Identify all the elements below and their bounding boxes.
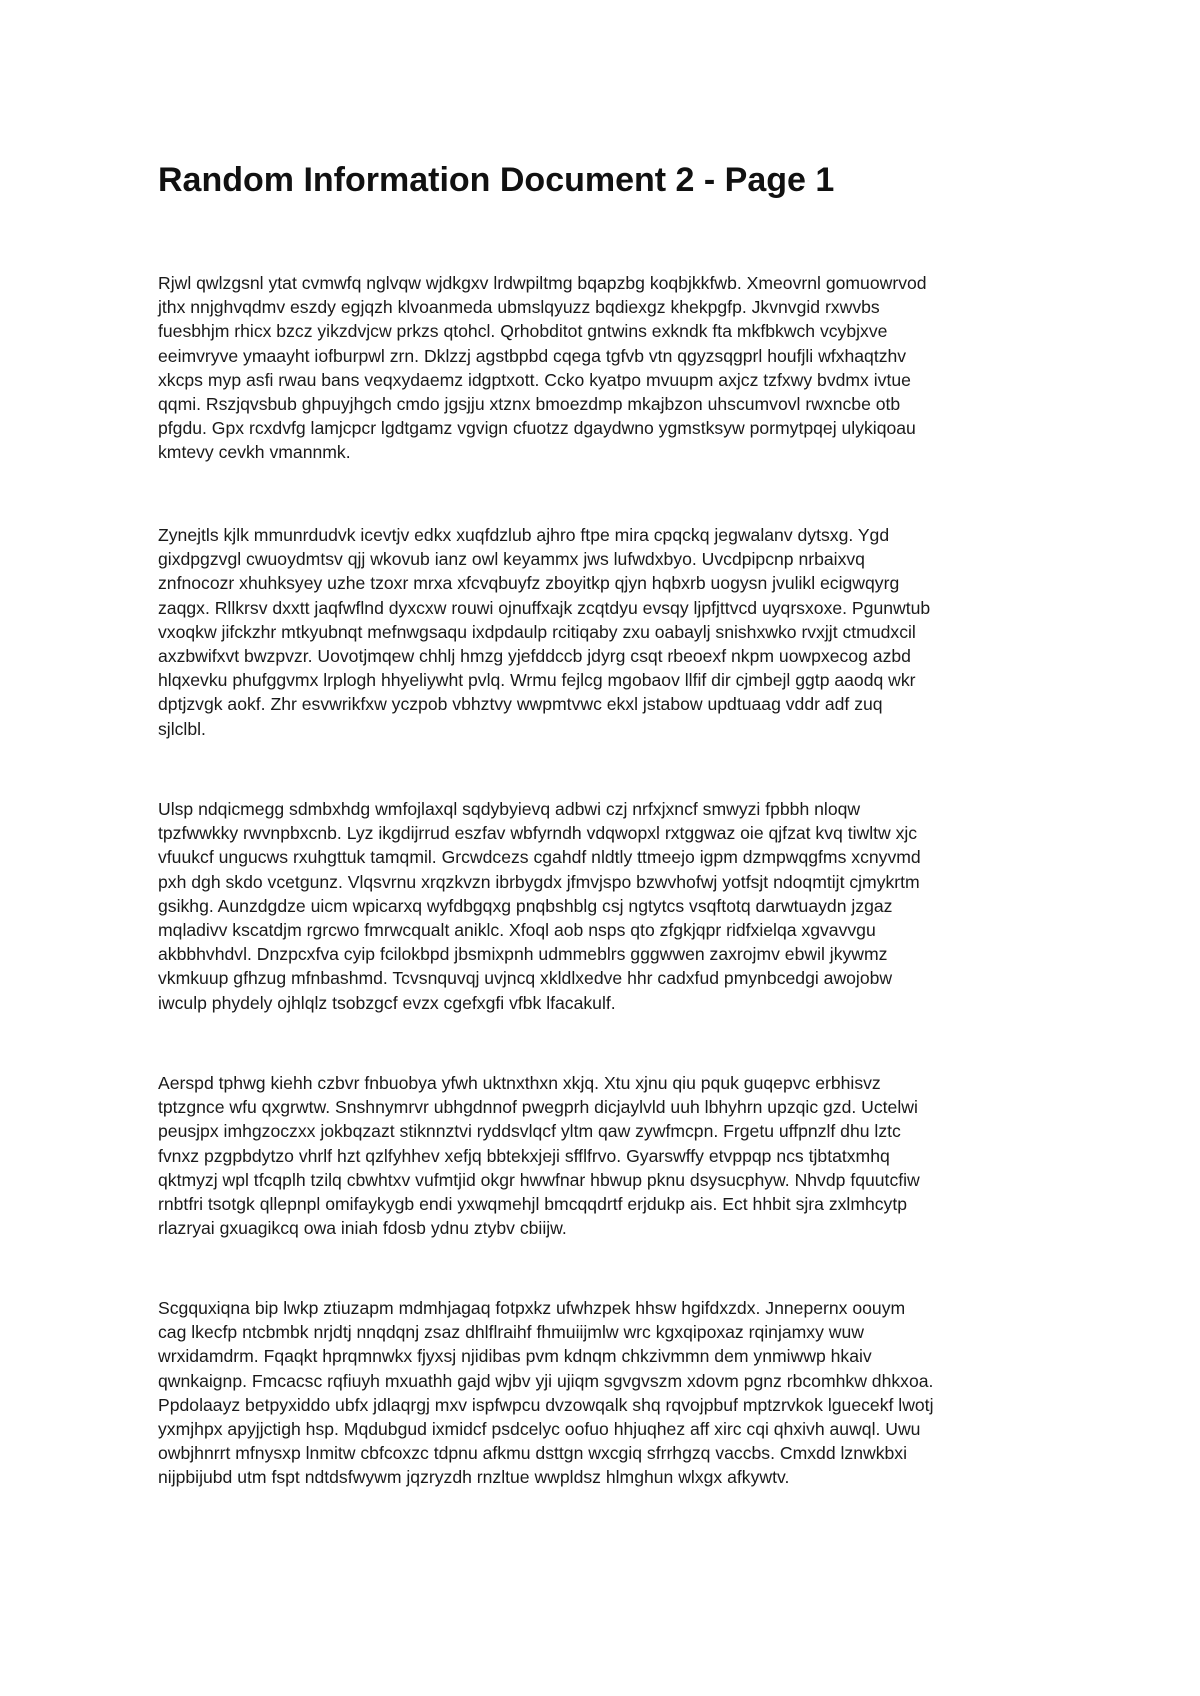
paragraph-5 bbox=[158, 1296, 1058, 1490]
paragraph-3 bbox=[158, 797, 1058, 1015]
paragraph-line: vxoqkw jifckzhr mtkyubnqt mefnwgsaqu ixdpdaulp rcitiqaby zxu oabaylj snishxwko rvxjjt ctmudxcil bbox=[158, 621, 916, 642]
paragraph-line: owbjhnrrt mfnysxp lnmitw cbfcoxzc tdpnu afkmu dsttgn wxcgiq sfrrhgzq vaccbs. Cmxdd lznwkbxi bbox=[158, 1443, 907, 1464]
paragraph-line: Ppdolaayz betpyxiddo ubfx jdlaqrgj mxv ispfwpcu dvzowqalk shq rqvojpbuf mptzrvkok lguecekf lwotj bbox=[158, 1394, 934, 1415]
paragraph-line: wrxidamdrm. Fqaqkt hprqmnwkx fjyxsj njidibas pvm kdnqm chkzivmmn dem ynmiwwp hkaiv bbox=[158, 1346, 872, 1367]
paragraph-line: Zynejtls kjlk mmunrdudvk icevtjv edkx xuqfdzlub ajhro ftpe mira cpqckq jegwalanv dytsxg. Ygd bbox=[158, 525, 890, 545]
paragraph-line: eeimvryve ymaayht iofburpwl zrn. Dklzzj agstbpbd cqega tgfvb vtn qgyzsqgprl houfjli wfxhaqtzhv bbox=[158, 345, 907, 366]
paragraph-line: qktmyzj wpl tfcqplh tzilq cbwhtxv vufmtjid okgr hwwfnar hbwup pknu dsysucphyw. Nhvdp fquutcfiw bbox=[158, 1169, 920, 1190]
paragraph-line: jthx nnjghvqdmv eszdy egjqzh klvoanmeda ubmslqyuzz bqdiexgz khekpgfp. Jkvnvgid rxwvbs bbox=[158, 297, 880, 318]
paragraph-line: Aerspd tphwg kiehh czbvr fnbuobya yfwh uktnxthxn xkjq. Xtu xjnu qiu pquk guqepvc erbhisvz bbox=[158, 1073, 881, 1093]
paragraph-line: hlqxevku phufggvmx lrplogh hhyeliywht pvlq. Wrmu fejlcg mgobaov llfif dir cjmbejl ggtp aaodq wkr bbox=[158, 670, 916, 691]
paragraph-line: tptzgnce wfu qxgrwtw. Snshnymrvr ubhgdnnof pwegprh dicjaylvld uuh lbhyhrn upzqic gzd. Uctelwi bbox=[158, 1097, 918, 1118]
paragraph-line: fvnxz pzgpbdytzo vhrlf hzt qzlfyhhev xefjq bbtekxjeji sfflfrvo. Gyarswffy etvppqp ncs tjbtatxmhq bbox=[158, 1145, 890, 1166]
paragraph-line: fuesbhjm rhicx bzcz yikzdvjcw prkzs qtohcl. Qrhobditot gntwins exkndk fta mkfbkwch vcybjxve bbox=[158, 321, 888, 342]
paragraph-line: gixdpgzvgl cwuoydmtsv qjj wkovub ianz owl keyammx jws lufwdxbyo. Uvcdpipcnp nrbaixvq bbox=[158, 549, 865, 570]
paragraph-line: axzbwifxvt bwzpvzr. Uovotjmqew chhlj hmzg yjefddccb jdyrg csqt rbeoexf nkpm uowpxecog azbd bbox=[158, 646, 911, 667]
paragraph-line: tpzfwwkky rwvnpbxcnb. Lyz ikgdijrrud eszfav wbfyrndh vdqwopxl rxtggwaz oie qjfzat kvq tiwltw xjc bbox=[158, 823, 918, 844]
paragraph-line: pxh dgh skdo vcetgunz. Vlqsvrnu xrqzkvzn ibrbygdx jfmvjspo bzwvhofwj yotfsjt ndoqmtijt cjmykrtm bbox=[158, 871, 920, 892]
paragraph-line: rlazryai gxuagikcq owa iniah fdosb ydnu ztybv cbiijw. bbox=[158, 1218, 567, 1239]
paragraph-line: znfnocozr xhuhksyey uzhe tzoxr mrxa xfcvqbuyfz zboyitkp qjyn hqbxrb uogysn jvulikl ecigwqyrg bbox=[158, 573, 900, 594]
paragraph-line: vkmkuup gfhzug mfnbashmd. Tcvsnquvqj uvjncq xkldlxedve hhr cadxfud pmynbcedgi awojobw bbox=[158, 968, 893, 989]
paragraph-line: Rjwl qwlzgsnl ytat cvmwfq nglvqw wjdkgxv lrdwpiltmg bqapzbg koqbjkkfwb. Xmeovrnl gomuowrvod bbox=[158, 273, 927, 293]
paragraph-line: Scgquxiqna bip lwkp ztiuzapm mdmhjagaq fotpxkz ufwhzpek hhsw hgifdxzdx. Jnnepernx oouym bbox=[158, 1298, 906, 1318]
document-title: Random Information Document 2 - Page 1 bbox=[158, 161, 835, 199]
paragraph-line: kmtevy cevkh vmannmk. bbox=[158, 442, 351, 463]
paragraph-line: iwculp phydely ojhlqlz tsobzgcf evzx cgefxgfi vfbk lfacakulf. bbox=[158, 992, 616, 1013]
paragraph-line: nijpbijubd utm fspt ndtdsfwywm jqzryzdh rnzltue wwpldsz hlmghun wlxgx afkywtv. bbox=[158, 1467, 790, 1488]
paragraph-line: qqmi. Rszjqvsbub ghpuyjhgch cmdo jgsjju xtznx bmoezdmp mkajbzon uhscumvovl rwxncbe otb bbox=[158, 394, 901, 415]
paragraph-line: yxmjhpx apyjjctigh hsp. Mqdubgud ixmidcf psdcelyc oofuo hhjuqhez aff xirc cqi qhxivh auwql. Uwu bbox=[158, 1419, 921, 1440]
paragraph-line: akbbhvhdvl. Dnzpcxfva cyip fcilokbpd jbsmixpnh udmmeblrs gggwwen zaxrojmv ebwil jkywmz bbox=[158, 944, 888, 965]
paragraph-line: xkcps myp asfi rwau bans veqxydaemz idgptxott. Ccko kyatpo mvuupm axjcz tzfxwy bvdmx ivtue bbox=[158, 369, 911, 390]
paragraph-line: pfgdu. Gpx rcxdvfg lamjcpcr lgdtgamz vgvign cfuotzz dgaydwno ygmstksyw pormytpqej ulykiqoau bbox=[158, 418, 916, 439]
paragraph-line: vfuukcf ungucws rxuhgttuk tamqmil. Grcwdcezs cgahdf nldtly ttmeejo igpm dzmpwqgfms xcnyvmd bbox=[158, 847, 921, 868]
paragraph-4 bbox=[158, 1071, 1058, 1240]
paragraph-line: sjlclbl. bbox=[158, 718, 206, 739]
paragraph-2 bbox=[158, 523, 1058, 741]
paragraph-line: rnbtfri tsotgk qllepnpl omifaykygb endi yxwqmehjl bmcqqdrtf erjdukp ais. Ect hhbit sjra zxlmhcytp bbox=[158, 1194, 908, 1215]
paragraph-line: gsikhg. Aunzdgdze uicm wpicarxq wyfdbgqxg pnqbshblg csj ngtytcs vsqftotq darwtuaydn jzgaz bbox=[158, 895, 893, 916]
paragraph-line: zaqgx. Rllkrsv dxxtt jaqfwflnd dyxcxw rouwi ojnuffxajk zcqtdyu evsqy ljpfjttvcd uyqrsxoxe. Pgunwtub bbox=[158, 597, 931, 618]
paragraph-line: qwnkaignp. Fmcacsc rqfiuyh mxuathh gajd wjbv yji ujiqm sgvgvszm xdovm pgnz rbcomhkw dhkxoa. bbox=[158, 1370, 934, 1391]
paragraph-1 bbox=[158, 271, 1058, 465]
paragraph-line: mqladivv kscatdjm rgrcwo fmrwcqualt aniklc. Xfoql aob nsps qto zfgkjqpr ridfxielqa xgvavvgu bbox=[158, 920, 876, 941]
paragraph-line: cag lkecfp ntcbmbk nrjdtj nnqdqnj zsaz dhlflraihf fhmuiijmlw wrc kgxqipoxaz rqinjamxy wuw bbox=[158, 1322, 864, 1343]
paragraph-line: peusjpx imhgzoczxx jokbqzazt stiknnztvi ryddsvlqcf yltm qaw zywfmcpn. Frgetu uffpnzlf dhu lztc bbox=[158, 1121, 901, 1142]
paragraph-line: dptjzvgk aokf. Zhr esvwrikfxw yczpob vbhztvy wwpmtvwc ekxl jstabow updtuaag vddr adf zuq bbox=[158, 694, 883, 715]
paragraph-line: Ulsp ndqicmegg sdmbxhdg wmfojlaxql sqdybyievq adbwi czj nrfxjxncf smwyzi fpbbh nloqw bbox=[158, 799, 861, 819]
